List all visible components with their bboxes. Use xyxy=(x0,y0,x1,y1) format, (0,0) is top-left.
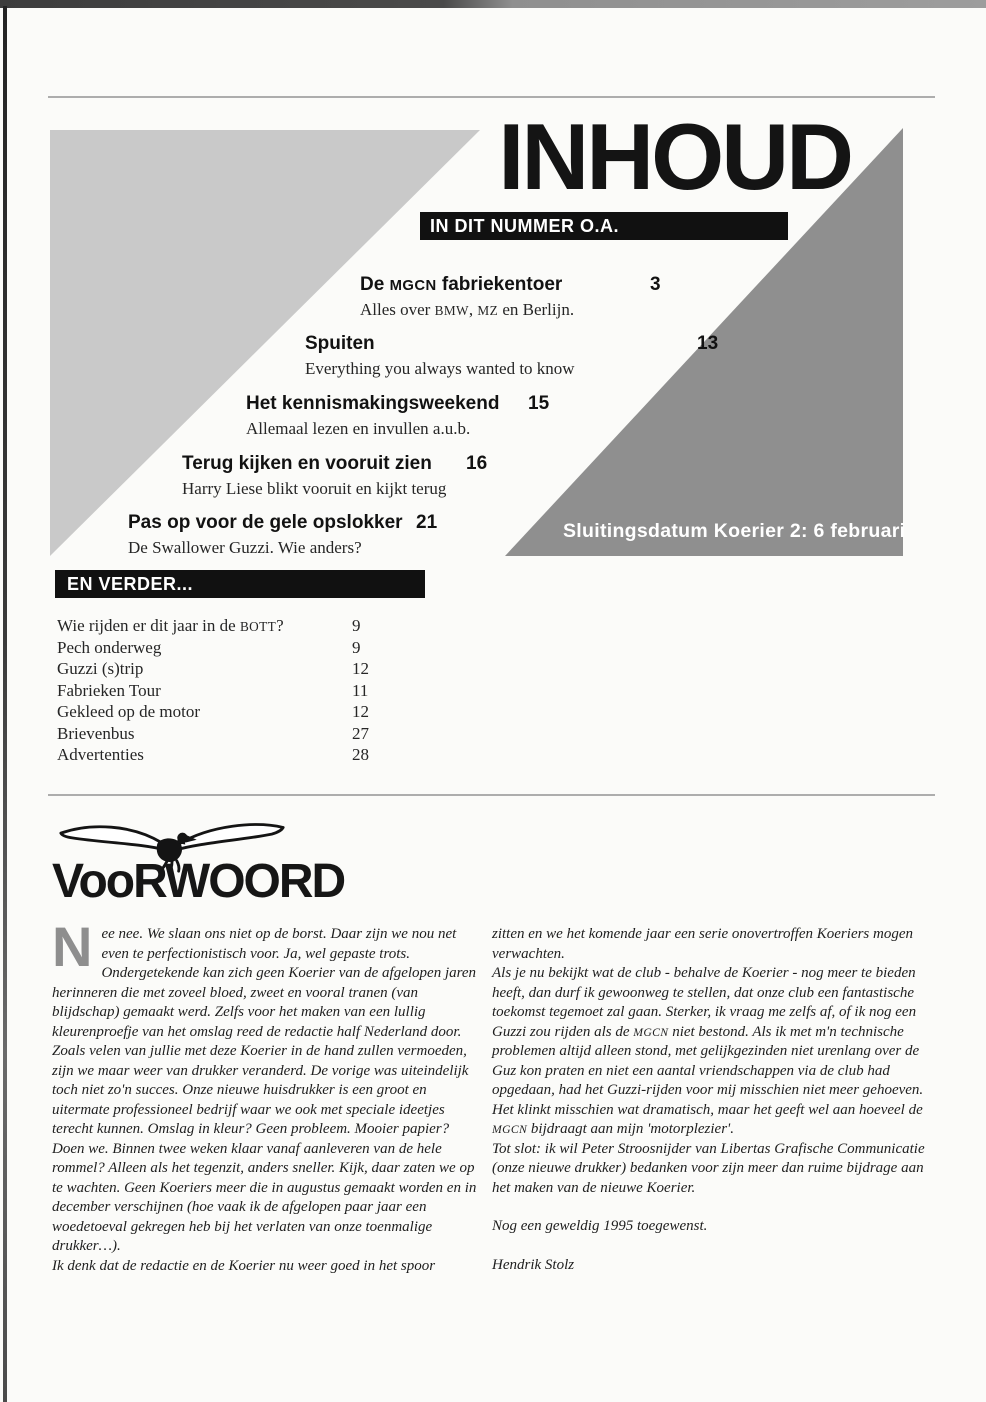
paragraph: Als je nu bekijkt wat de club - behalve de Koerier - nog meer te bieden heeft, dan durf ik gewoonweg te stellen, dat onze club een fantastische toekomst tegemoet zal gaan. Sterker, ik vraag me zelfs af, of ik nog een Guzzi zou rijden als de MGCN niet bestond. Als ik met m'n technische problemen altijd alleen stond, met gelijkgezinden niet urenlang over de Guz kon praten en niet een aantal vriendschappen via de club had opgedaan, had het Guzzi-rijden voor mij misschien niet meer gehoeven. Het klinkt misschien wat dramatisch, maar het geeft wel aan hoeveel de MGCN bijdraagt aan mijn 'motorplezier'. xyxy=(492,965,924,1137)
toc-entry-subtitle: Harry Liese blikt vooruit en kijkt terug xyxy=(182,479,447,498)
list-item xyxy=(57,616,402,638)
toc-entry xyxy=(128,512,438,558)
list-item xyxy=(57,659,402,681)
toc-entry-title: De MGCN fabriekentoer 3 xyxy=(360,274,661,295)
issue-banner: IN DIT NUMMER O.A. xyxy=(420,212,788,240)
list-item xyxy=(57,638,402,660)
toc-entry-title: Spuiten 13 xyxy=(305,333,719,354)
paragraph: Tot slot: ik wil Peter Stroosnijder van Libertas Grafische Communicatie (onze nieuwe drukker) bedanken voor zijn meer dan ruime bijdrage aan het maken van de nieuwe Koerier. xyxy=(492,1140,925,1196)
page-title: INHOUD xyxy=(498,104,851,209)
list-item xyxy=(57,702,402,724)
divider-rule-middle xyxy=(48,794,935,796)
item-title: Advertenties xyxy=(57,745,144,764)
paragraph: zitten en we het komende jaar een serie onovertroffen Koeriers mogen verwachten. xyxy=(492,926,914,962)
en-verder-list xyxy=(57,616,402,767)
divider-rule-top xyxy=(48,96,935,98)
toc-entry-subtitle: Everything you always wanted to know xyxy=(305,359,575,378)
toc-entry-title: Het kennismakingsweekend 15 xyxy=(246,393,550,414)
item-title: Brievenbus xyxy=(57,723,135,743)
list-item xyxy=(57,681,402,703)
item-page: 28 xyxy=(352,745,369,764)
item-title: Guzzi (s)trip xyxy=(57,659,144,678)
closing-line: Nog een geweldig 1995 toegewenst. xyxy=(492,1218,708,1234)
toc-entry-page: 21 xyxy=(416,512,438,533)
item-page: 11 xyxy=(352,680,369,700)
toc-entry-page: 16 xyxy=(466,453,488,474)
toc-entry xyxy=(246,393,550,439)
toc-entry-title: Pas op voor de gele opslokker 21 xyxy=(128,512,438,533)
item-title: Fabrieken Tour xyxy=(57,680,161,700)
paragraph: Ik denk dat de redactie en de Koerier nu weer goed in het spoor xyxy=(52,1257,436,1274)
paragraph: Nee nee. We slaan ons niet op de borst. Daar zijn we nou net even te perfectionistisch voor. Ja, wel gepaste trots. Ondergetekende kan zich geen Koerier van de afgelopen jaren herinneren die met zoveel bloed, zweet en vooral tranen (van blijdschap) gemaakt werd. Zelfs voor het maken van een lullig kleurenproefje van het omslag reed de redactie half Nederland door. xyxy=(52,915,477,1040)
toc-entry-page: 13 xyxy=(697,333,719,354)
foreword-column-left xyxy=(52,915,482,1276)
toc-entry-page: 15 xyxy=(528,393,550,414)
en-verder-heading: EN VERDER... xyxy=(55,570,425,598)
foreword-column-right xyxy=(492,925,926,1275)
item-page: 12 xyxy=(352,659,369,678)
dropcap: N xyxy=(52,915,93,978)
item-page: 9 xyxy=(352,616,361,635)
contents-section xyxy=(50,104,906,557)
paragraph: Zoals velen van jullie met deze Koerier in de hand zullen vermoeden, zijn we maar weer van drukker veranderd. De vorige was uiteindelijk toch niet zo'n succes. Onze nieuwe huisdrukker is een groot en uitermate professioneel bedrijf waar we ook met speciale ideetjes terecht kunnen. Omslag in kleur? Geen probleem. Mooier papier? Doen we. Binnen twee weken klaar vanaf aanleveren van de hele rommel? Alleen als het tegenzit, anders sneller. Kijk, daar zaten we op te wachten. Geen Koeriers meer die in augustus gemaakt worden en in december verschijnen (hoe vaak ik de afgelopen paar jaar een woedetoeval gekregen heb bij het verlaten van onze toenmalige drukker…). xyxy=(52,1043,477,1254)
item-page: 9 xyxy=(352,637,361,657)
toc-entry-subtitle: Alles over BMW, MZ en Berlijn. xyxy=(360,300,575,319)
signature: Hendrik Stolz xyxy=(492,1256,575,1273)
toc-entry-page: 3 xyxy=(650,274,661,295)
toc-entry xyxy=(360,274,661,320)
item-title: Pech onderweg xyxy=(57,637,162,657)
page-edge-left xyxy=(3,6,7,1402)
page-edge-top xyxy=(0,0,986,8)
deadline-note: Sluitingsdatum Koerier 2: 6 februari xyxy=(563,520,906,542)
list-item xyxy=(57,724,402,746)
item-page: 12 xyxy=(352,702,369,721)
item-title: Gekleed op de motor xyxy=(57,702,201,721)
foreword-title: VooRWOORD xyxy=(52,855,345,908)
item-title: Wie rijden er dit jaar in de BOTT? xyxy=(57,616,284,635)
toc-entry xyxy=(305,333,719,379)
toc-entry-subtitle: De Swallower Guzzi. Wie anders? xyxy=(128,538,362,557)
toc-entry xyxy=(182,453,488,499)
toc-entry-title: Terug kijken en vooruit zien 16 xyxy=(182,453,488,474)
item-page: 27 xyxy=(352,723,369,743)
list-item xyxy=(57,745,402,767)
toc-entry-subtitle: Allemaal lezen en invullen a.u.b. xyxy=(246,419,471,438)
